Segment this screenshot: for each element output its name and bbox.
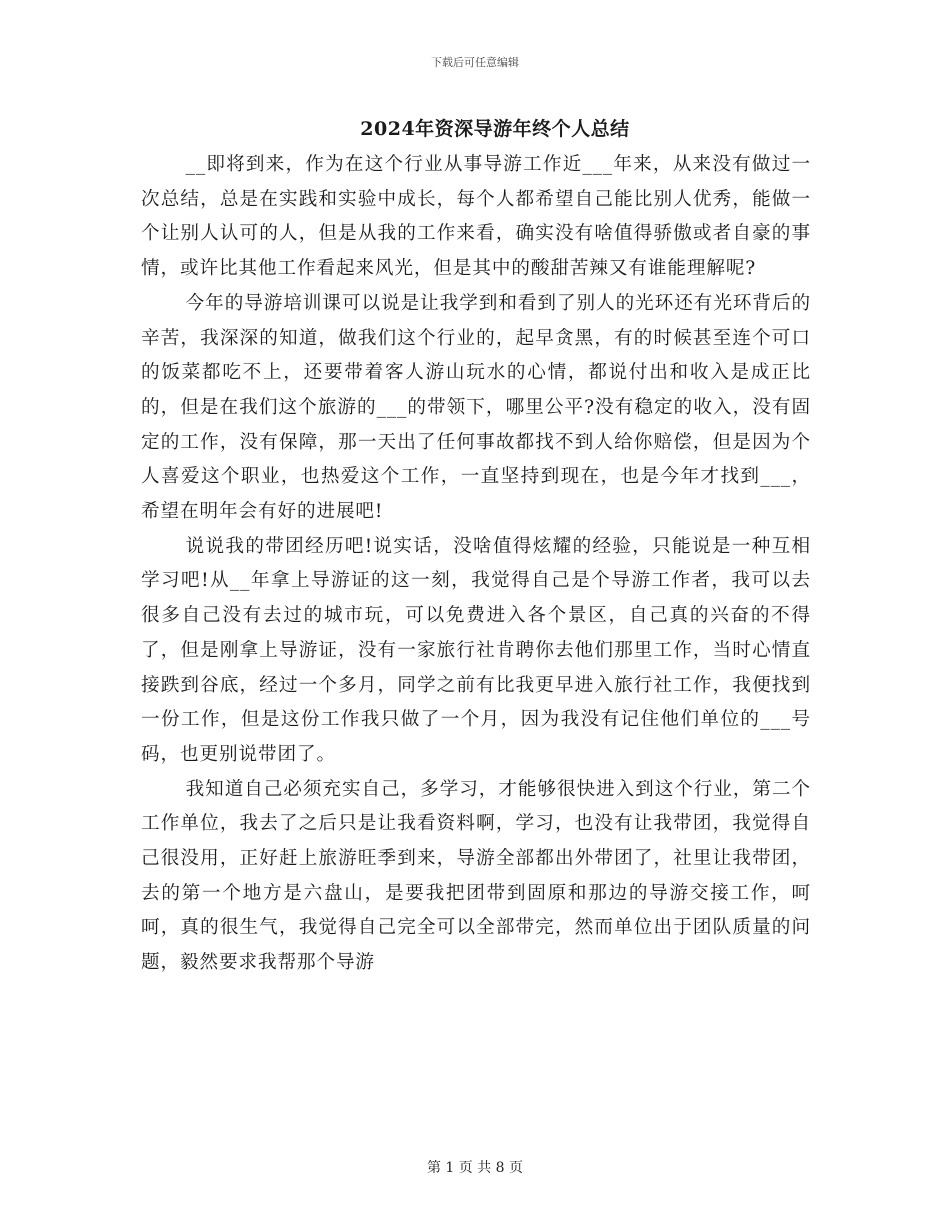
header-note: 下载后可任意编辑 bbox=[431, 56, 519, 69]
document-title: 2024年资深导游年终个人总结 bbox=[360, 118, 630, 140]
document-body bbox=[141, 148, 811, 981]
paragraph-3: 说说我的带团经历吧!说实话，没啥值得炫耀的经验，只能说是一种互相学习吧!从__年拿上导游证的这一刻，我觉得自己是个导游工作者，我可以去很多自己没有去过的城市玩，可以免费进入各个景区，自己真的兴奋的不得了，但是刚拿上导游证，没有一家旅行社肯聘你去他们那里工作，当时心情直接跌到谷底，经过一个多月，同学之前有比我更早进入旅行社工作，我便找到一份工作，但是这份工作我只做了一个月，因为我没有记住他们单位的___号码，也更别说带团了。 bbox=[141, 535, 811, 765]
page-number: 第 1 页 共 8 页 bbox=[426, 1160, 524, 1176]
paragraph-4: 我知道自己必须充实自己，多学习，才能够很快进入到这个行业，第二个工作单位，我去了之后只是让我看资料啊，学习，也没有让我带团，我觉得自己很没用，正好赶上旅游旺季到来，导游全部都出外带团了，社里让我带团，去的第一个地方是六盘山，是要我把团带到固原和那边的导游交接工作，呵呵，真的很生气，我觉得自己完全可以全部带完，然而单位出于团队质量的问题，毅然要求我帮那个导游 bbox=[141, 778, 811, 974]
paragraph-2: 今年的导游培训课可以说是让我学到和看到了别人的光环还有光环背后的辛苦，我深深的知道，做我们这个行业的，起早贪黑，有的时候甚至连个可口的饭菜都吃不上，还要带着客人游山玩水的心情，都说付出和收入是成正比的，但是在我们这个旅游的___的带领下，哪里公平?没有稳定的收入，没有固定的工作，没有保障，那一天出了任何事故都找不到人给你赔偿，但是因为个人喜爱这个职业，也热爱这个工作，一直坚持到现在，也是今年才找到___，希望在明年会有好的进展吧! bbox=[141, 292, 811, 523]
paragraph-1: __即将到来，作为在这个行业从事导游工作近___年来，从来没有做过一次总结，总是在实践和实验中成长，每个人都希望自己能比别人优秀，能做一个让别人认可的人，但是从我的工作来看，确实没有啥值得骄傲或者自豪的事情，或许比其他工作看起来风光，但是其中的酸甜苦辣又有谁能理解呢? bbox=[141, 154, 811, 280]
